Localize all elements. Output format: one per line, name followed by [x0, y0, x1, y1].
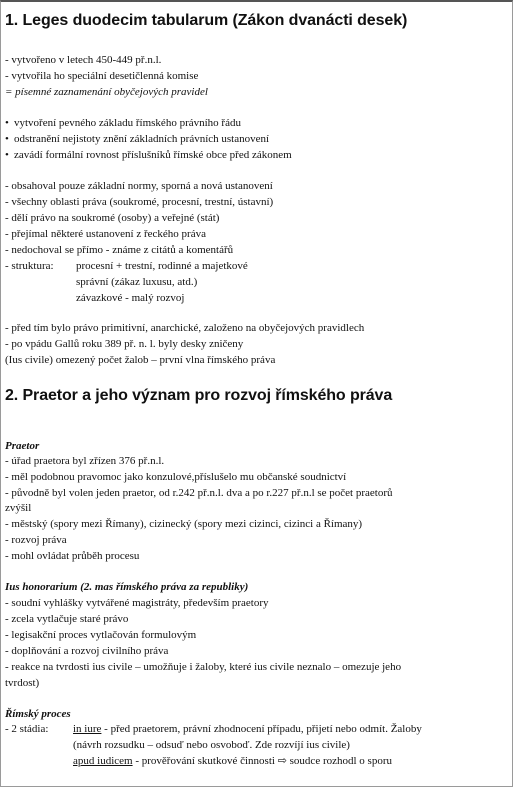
point-line-2: - všechny oblasti práva (soukromé, procesní, trestní, ústavní) — [5, 196, 274, 208]
praetor-line-7: - mohl ovládat průběh procesu — [5, 550, 140, 562]
ius-line-5: - reakce na tvrdosti ius civile – umožňuje i žaloby, které ius civile neznalo – omezuje jeho — [5, 661, 402, 673]
ius-title: Ius honorarium (2. mas římského práva za republiky) — [5, 581, 249, 593]
structure-item-3: závazkové - malý rozvoj — [76, 292, 185, 304]
praetor-title: Praetor — [5, 440, 40, 452]
stage1-continuation: (návrh rozsudku – odsuď nebo osvoboď. Zde rozvíjí ius civile) — [73, 739, 350, 751]
praetor-line-5: - městský (spory mezi Římany), cizinecký (spory mezi cizinci, cizinci a Římany) — [5, 518, 363, 530]
ius-line-3: - legisakční proces vytlačován formulovým — [5, 629, 197, 641]
point-line-3: - dělí právo na soukromé (osoby) a veřejné (stát) — [5, 212, 220, 224]
structure-label: - struktura: — [5, 260, 54, 272]
bullet-text: zavádí formální rovnost příslušníků římské obce před zákonem — [14, 149, 292, 161]
stage1-term: in iure — [73, 723, 102, 735]
stage2-line — [73, 755, 392, 768]
bullet-text: vytvoření pevného základu římského právního řádu — [14, 117, 241, 129]
closing-line-1: - před tím bylo právo primitivní, anarchické, založeno na obyčejových pravidlech — [5, 322, 365, 334]
intro-line-2: - vytvořila ho speciální desetičlenná komise — [5, 70, 199, 82]
closing-line-3: (Ius civile) omezený počet žalob – první vlna římského práva — [5, 354, 276, 366]
point-line-4: - přejímal některé ustanovení z řeckého práva — [5, 228, 206, 240]
stage2-term: apud iudicem — [73, 755, 133, 767]
ius-line-6: tvrdost) — [5, 677, 40, 689]
praetor-line-1: - úřad praetora byl zřízen 376 př.n.l. — [5, 455, 165, 467]
stage2-text: - prověřování skutkové činnosti ⇨ soudce rozhodl o sporu — [132, 755, 392, 767]
point-line-1: - obsahoval pouze základní normy, sporná a nová ustanovení — [5, 180, 273, 192]
process-label: - 2 stádia: — [5, 723, 49, 735]
ius-line-2: - zcela vytlačuje staré právo — [5, 613, 129, 625]
bullet-item-2 — [5, 133, 269, 146]
section1-heading: 1. Leges duodecim tabularum (Zákon dvanácti desek) — [5, 12, 408, 29]
bullet-text: odstranění nejistoty znění základních právních ustanovení — [14, 133, 270, 145]
praetor-line-4: zvýšil — [5, 502, 32, 514]
ius-line-4: - doplňování a rozvoj civilního práva — [5, 645, 169, 657]
bullet-item-3 — [5, 149, 292, 162]
stage1-text: - před praetorem, právní zhodnocení případu, přijetí nebo odmít. Žaloby — [101, 723, 422, 735]
section2-heading: 2. Praetor a jeho význam pro rozvoj římského práva — [5, 387, 393, 404]
intro-line-1: - vytvořeno v letech 450-449 př.n.l. — [5, 54, 162, 66]
process-title: Římský proces — [5, 708, 71, 720]
ius-line-1: - soudní vyhlášky vytvářené magistráty, především praetory — [5, 597, 269, 609]
bullet-dot-icon: • — [5, 133, 9, 145]
praetor-line-2: - měl podobnou pravomoc jako konzulové,příslušelo mu občanské soudnictví — [5, 471, 347, 483]
stage1-line — [73, 723, 422, 736]
structure-item-1: procesní + trestní, rodinné a majetkové — [76, 260, 248, 272]
bullet-item-1 — [5, 117, 241, 130]
bullet-dot-icon: • — [5, 117, 9, 129]
point-line-5: - nedochoval se přímo - známe z citátů a komentářů — [5, 244, 234, 256]
closing-line-2: - po vpádu Gallů roku 389 př. n. l. byly desky zničeny — [5, 338, 244, 350]
praetor-line-3: - původně byl volen jeden praetor, od r.242 př.n.l. dva a po r.227 př.n.l se počet praetorů — [5, 487, 393, 499]
bullet-dot-icon: • — [5, 149, 9, 161]
structure-item-2: správní (zákaz luxusu, atd.) — [76, 276, 198, 288]
praetor-line-6: - rozvoj práva — [5, 534, 67, 546]
intro-line-3: = písemné zaznamenání obyčejových pravidel — [5, 86, 208, 98]
